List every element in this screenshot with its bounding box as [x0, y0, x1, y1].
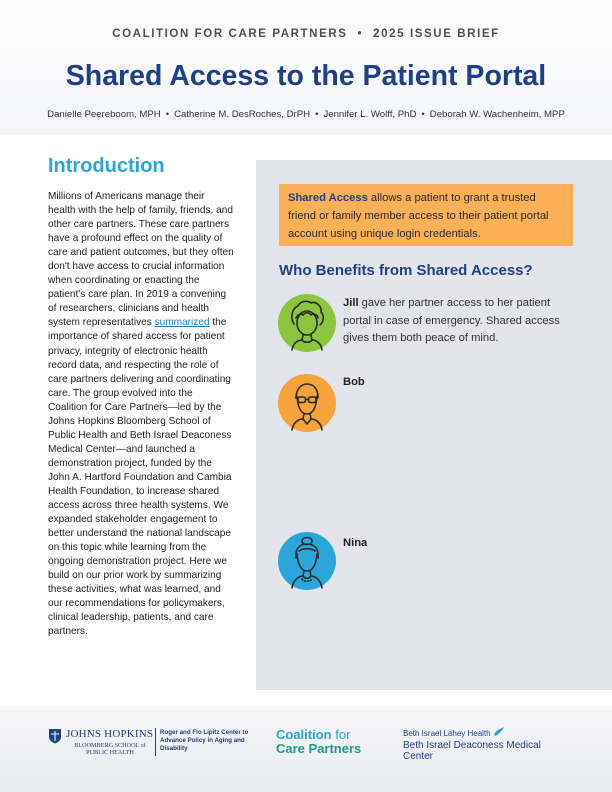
bi-lahey-text: Beth Israel Lahey Health: [403, 729, 491, 738]
author: Danielle Peereboom, MPH: [47, 109, 161, 120]
benefits-heading: Who Benefits from Shared Access?: [279, 262, 533, 279]
persona-jill: [343, 295, 575, 348]
issue-label: 2025 ISSUE BRIEF: [373, 28, 500, 40]
callout-term: Shared Access: [288, 192, 368, 204]
summarized-link[interactable]: summarized: [154, 317, 210, 329]
persona-description: gave her partner access to her patient portal in case of emergency. Shared access gives them both peace of mind.: [343, 297, 560, 345]
lipitz-center-logo: Roger and Flo Lipitz Center to Advance Policy in Aging and Disability: [160, 729, 249, 752]
intro-heading: Introduction: [48, 155, 165, 177]
persona-bob: [343, 374, 575, 392]
persona-name: Jill: [343, 297, 359, 309]
footer-divider: [155, 728, 156, 756]
man-glasses-icon: [278, 374, 336, 432]
author: Jennifer L. Wolff, PhD: [323, 109, 417, 120]
page-title: Shared Access to the Patient Portal: [65, 60, 547, 92]
definition-callout: [279, 184, 573, 246]
persona-name: Bob: [343, 376, 365, 388]
separator-dot: •: [315, 109, 319, 120]
coalition-logo: [276, 728, 386, 756]
callout-definition: allows a patient to grant a trusted friend or family member access to their patient portal account using unique login credentials.: [288, 192, 549, 240]
bird-icon: [493, 726, 505, 738]
separator-dot: •: [357, 28, 364, 40]
author: Deborah W. Wachenheim, MPP: [429, 109, 565, 120]
separator-dot: •: [165, 109, 170, 120]
persona-nina: [343, 535, 575, 553]
shield-icon: [48, 728, 62, 744]
care-partners-word: Care Partners: [276, 741, 362, 756]
beth-israel-logo: [403, 729, 573, 762]
document-kicker: [0, 28, 612, 40]
woman-bun-icon: [278, 532, 336, 590]
intro-text: Millions of Americans manage their health with the help of family, friends, and other care partners. These care partners have a profound effect on the quality of care and patient outcomes, but they often don't have access to crucial information when coordinating or enacting the patient's care plan. In 2019 a convening of researchers, clinicians and health system representatives: [48, 191, 234, 329]
author-list: [0, 109, 612, 120]
separator-dot: •: [421, 109, 425, 120]
intro-paragraph: [48, 190, 234, 640]
intro-text: the importance of shared access for patient privacy, integrity of electronic health record data, and respecting the role of care partners delivering and coordinating care. The group evolved into the Coalition for Care Partners—led by the Johns Hopkins Bloomberg School of Public Health and Beth Israel Deaconess Medical Center—and launched a demonstration project, funded by the John A. Hartford Foundation and Cambia Health Foundation, to increase shared access across three health systems. We expanded stakeholder engagement to better understand the national landscape on this topic while learning from the ongoing demonstration project. Here we build on our prior work by summarizing these activities, what was learned, and our recommendations for policymakers, clinical leadership, patients, and care partners.: [48, 317, 232, 638]
woman-curly-hair-icon: [278, 294, 336, 352]
coalition-word: Coalition: [276, 727, 332, 742]
bidmc-text: Beth Israel Deaconess Medical Center: [403, 740, 541, 762]
persona-name: Nina: [343, 537, 368, 549]
for-word: for: [335, 727, 351, 742]
jh-school: BLOOMBERG SCHOOL of PUBLIC HEALTH: [74, 742, 146, 756]
author: Catherine M. DesRoches, DrPH: [174, 109, 311, 120]
org-name: COALITION FOR CARE PARTNERS: [112, 28, 348, 40]
johns-hopkins-logo: [48, 728, 156, 758]
jh-name: JOHNS HOPKINS: [66, 728, 154, 740]
